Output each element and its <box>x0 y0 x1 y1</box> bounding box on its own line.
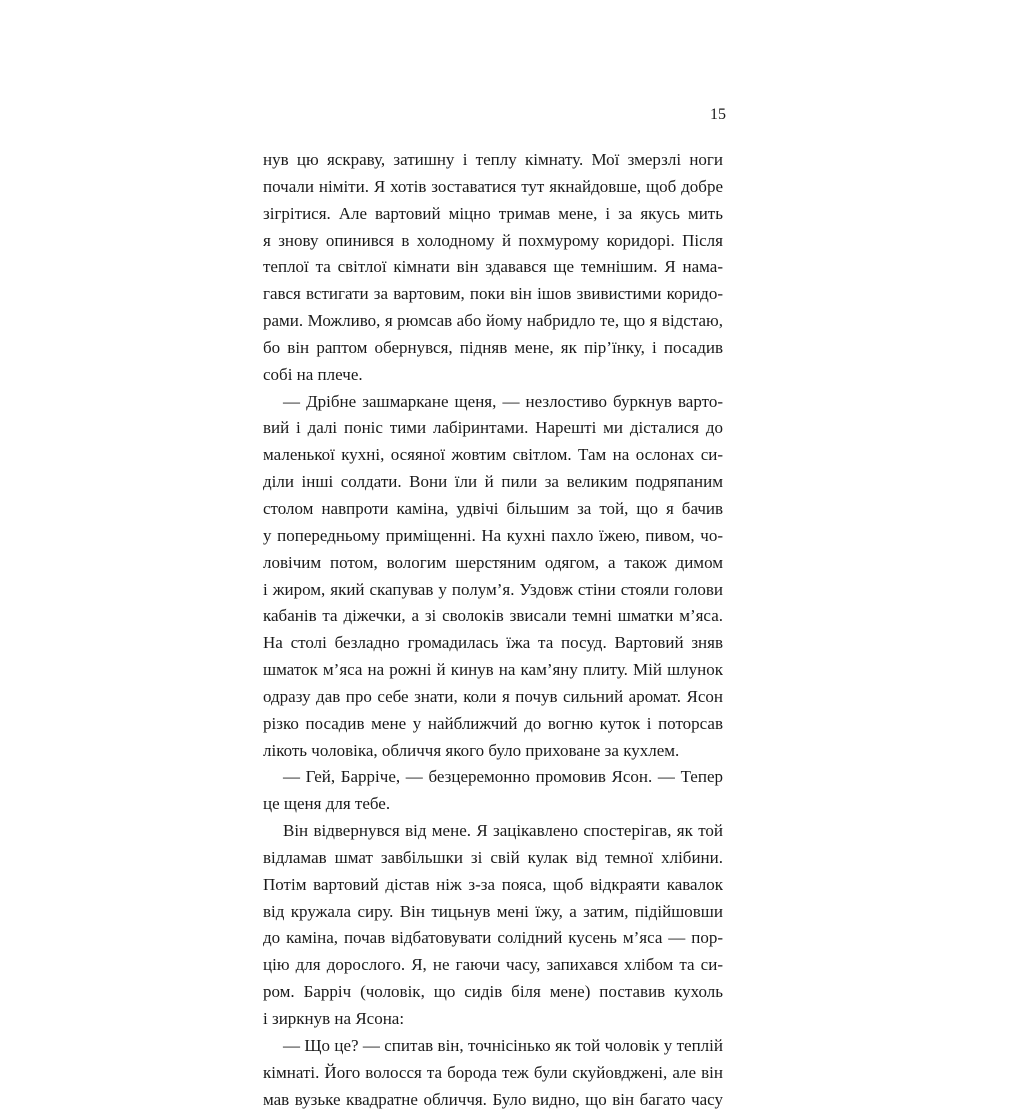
text-line: лікоть чоловіка, обличчя якого було приховане за кухлем. <box>263 740 680 760</box>
text-line: і зиркнув на Ясона: <box>263 1009 405 1028</box>
text-line: різко посадив мене у найближчий до вогню куток і поторсав <box>263 713 723 733</box>
text-line: до каміна, почав відбатовувати солідний кусень м’яса — пор- <box>263 928 723 948</box>
text-line: це щеня для тебе. <box>263 794 391 814</box>
text-line: теплої та світлої кімнати він здавався ще темнішим. Я нама- <box>263 257 723 277</box>
text-line: ловічим потом, вологим шерстяним одягом, а також димом <box>263 552 723 572</box>
text-line: цію для дорослого. Я, не гаючи часу, запихався хлібом та си- <box>263 955 723 975</box>
text-line: Він відвернувся від мене. Я зацікавлено спостерігав, як той <box>283 821 723 841</box>
text-line: вий і далі поніс тими лабіринтами. Нарешті ми дісталися до <box>263 418 723 438</box>
text-line: почали німіти. Я хотів зоставатися тут якнайдовше, щоб добре <box>263 176 723 196</box>
text-line: ром. Барріч (чоловік, що сидів біля мене) поставив кухоль <box>263 982 723 1002</box>
text-line: шматок м’яса на рожні й кинув на кам’яну плиту. Мій шлунок <box>263 660 723 680</box>
text-line: рами. Можливо, я рюмсав або йому набридло те, що я відстаю, <box>263 311 723 331</box>
text-line: кімнаті. Його волосся та борода теж були скуйовджені, але він <box>263 1062 723 1082</box>
body-text <box>263 147 723 1113</box>
text-line: Потім вартовий дістав ніж з-за пояса, щоб відкраяти кавалок <box>263 874 723 894</box>
text-line: — Що це? — спитав він, точнісінько як той чоловік у теплій <box>283 1035 723 1055</box>
text-line: відламав шмат завбільшки зі свій кулак від темної хлібини. <box>263 847 723 867</box>
text-line: бо він раптом обернувся, підняв мене, як пір’їнку, і посадив <box>263 337 723 357</box>
text-line: нув цю яскраву, затишну і теплу кімнату. Мої змерзлі ноги <box>263 150 723 169</box>
text-line: я знову опинився в холодному й похмурому коридорі. Після <box>263 230 723 250</box>
text-line: столом навпроти каміна, удвічі більшим за той, що я бачив <box>263 498 723 518</box>
text-line: — Дрібне зашмаркане щеня, — незлостиво буркнув варто- <box>283 391 723 411</box>
text-line: маленької кухні, осяяної жовтим світлом. Там на ослонах си- <box>263 445 723 465</box>
text-line: одразу дав про себе знати, коли я почув сильний аромат. Ясон <box>263 686 723 706</box>
text-line: собі на плече. <box>263 364 363 384</box>
text-line: мав вузьке квадратне обличчя. Було видно, що він багато часу <box>263 1089 723 1109</box>
text-line: — Гей, Барріче, — безцеремонно промовив Ясон. — Тепер <box>283 767 723 787</box>
text-line: і жиром, який скапував у полум’я. Уздовж стіни стояли голови <box>263 579 723 599</box>
text-line: На столі безладно громадилась їжа та посуд. Вартовий зняв <box>263 633 723 653</box>
text-line: гався встигати за вартовим, поки він ішов звивистими коридо- <box>263 284 723 304</box>
text-line: у попередньому приміщенні. На кухні пахло їжею, пивом, чо- <box>263 525 723 545</box>
page-number: 15 <box>710 106 726 123</box>
text-line: від кружала сиру. Він тицьнув мені їжу, а затим, підійшовши <box>263 901 723 921</box>
text-line: зігрітися. Але вартовий міцно тримав мене, і за якусь мить <box>263 203 723 223</box>
text-line: діли інші солдати. Вони їли й пили за великим подряпаним <box>263 472 723 492</box>
text-line: кабанів та діжечки, а зі сволоків звисали темні шматки м’яса. <box>263 606 723 626</box>
